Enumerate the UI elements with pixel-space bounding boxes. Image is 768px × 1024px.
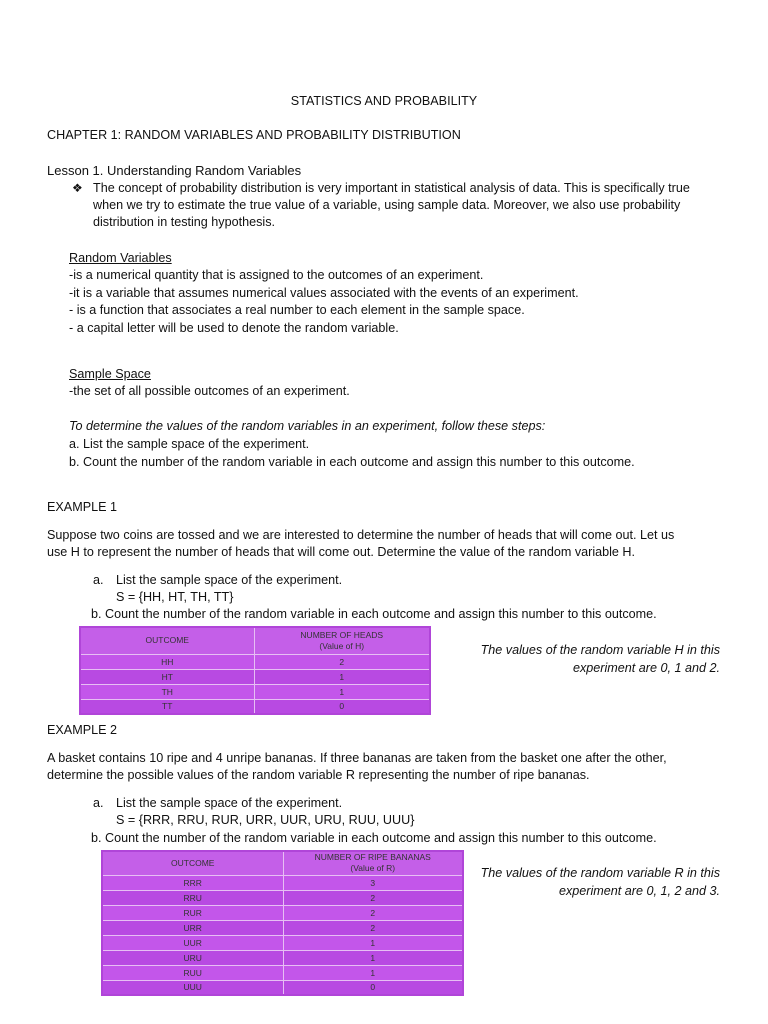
table-header-outcome: OUTCOME (80, 627, 254, 654)
outcome-cell: TH (80, 684, 254, 699)
table-row (102, 890, 463, 905)
chapter-heading: CHAPTER 1: RANDOM VARIABLES AND PROBABILITY DISTRIBUTION (47, 128, 461, 142)
table-header-value: NUMBER OF RIPE BANANAS (Value of R) (283, 851, 463, 875)
outcome-cell: TT (80, 699, 254, 714)
outcome-cell: UUU (102, 980, 283, 995)
example-2-note: experiment are 0, 1, 2 and 3. (558, 884, 720, 898)
value-cell: 3 (283, 875, 463, 890)
outcome-cell: HT (80, 669, 254, 684)
example-1-a-text: List the sample space of the experiment. (116, 573, 343, 587)
value-cell: 1 (283, 935, 463, 950)
example-2-text: determine the possible values of the random variable R representing the number of ripe bananas. (47, 768, 590, 782)
example-2-text: A basket contains 10 ripe and 4 unripe bananas. If three bananas are taken from the basket one after the other, (47, 751, 667, 765)
outcome-cell: RRR (102, 875, 283, 890)
example-1-text: Suppose two coins are tossed and we are interested to determine the number of heads that will come out. Let us (47, 528, 675, 542)
example-1-a-marker: a. (93, 573, 104, 587)
rv-definition-line: -it is a variable that assumes numerical values associated with the events of an experiment. (69, 286, 579, 300)
table-row (102, 935, 463, 950)
table-row (80, 699, 430, 714)
intro-paragraph: The concept of probability distribution is very important in statistical analysis of data. This is specifically true when we try to estimate the true value of a variable, using sample data. Moreover, we also use probability distribution in testing hypothesis. (93, 181, 690, 229)
example-2-table (101, 850, 464, 996)
sample-space-definition: -the set of all possible outcomes of an experiment. (69, 384, 350, 398)
value-cell: 2 (254, 654, 430, 669)
steps-intro: To determine the values of the random variables in an experiment, follow these steps: (69, 419, 546, 433)
value-cell: 2 (283, 890, 463, 905)
example-1-heading: EXAMPLE 1 (47, 500, 117, 514)
random-variables-heading: Random Variables (69, 251, 172, 265)
rv-definition-line: - a capital letter will be used to denote the random variable. (69, 321, 399, 335)
step-b: b. Count the number of the random variable in each outcome and assign this number to this outcome. (69, 455, 635, 469)
table-row (102, 905, 463, 920)
value-cell: 1 (283, 965, 463, 980)
table-header-outcome: OUTCOME (102, 851, 283, 875)
example-1-note: The values of the random variable H in this (480, 643, 720, 657)
table-row (102, 965, 463, 980)
outcome-cell: HH (80, 654, 254, 669)
example-2-a-marker: a. (93, 796, 104, 810)
value-cell: 1 (283, 950, 463, 965)
value-cell: 0 (254, 699, 430, 714)
example-2-sample-space: S = {RRR, RRU, RUR, URR, UUR, URU, RUU, UUU} (116, 813, 415, 827)
table-row (102, 980, 463, 995)
outcome-cell: URR (102, 920, 283, 935)
lesson-heading: Lesson 1. Understanding Random Variables (47, 163, 302, 178)
step-a: a. List the sample space of the experiment. (69, 437, 310, 451)
sample-space-heading: Sample Space (69, 367, 151, 381)
example-2-b-text: b. Count the number of the random variable in each outcome and assign this number to this outcome. (91, 831, 657, 845)
page-title: STATISTICS AND PROBABILITY (290, 94, 478, 108)
value-cell: 1 (254, 669, 430, 684)
diamond-bullet-icon: ❖ (72, 181, 83, 195)
outcome-cell: RUU (102, 965, 283, 980)
example-2-note: The values of the random variable R in this (480, 866, 720, 880)
value-cell: 0 (283, 980, 463, 995)
table-row (102, 950, 463, 965)
outcome-cell: UUR (102, 935, 283, 950)
example-1-b-text: b. Count the number of the random variable in each outcome and assign this number to this outcome. (91, 607, 657, 621)
value-cell: 2 (283, 905, 463, 920)
example-1-table (79, 626, 431, 715)
example-2-a-text: List the sample space of the experiment. (116, 796, 343, 810)
table-row (80, 684, 430, 699)
outcome-cell: RRU (102, 890, 283, 905)
example-1-text: use H to represent the number of heads that will come out. Determine the value of the random variable H. (47, 545, 636, 559)
outcome-cell: RUR (102, 905, 283, 920)
table-row (102, 875, 463, 890)
value-cell: 1 (254, 684, 430, 699)
value-cell: 2 (283, 920, 463, 935)
example-1-note: experiment are 0, 1 and 2. (572, 661, 720, 675)
rv-definition-line: - is a function that associates a real number to each element in the sample space. (69, 303, 525, 317)
rv-definition-line: -is a numerical quantity that is assigned to the outcomes of an experiment. (69, 268, 484, 282)
table-header-value: NUMBER OF HEADS (Value of H) (254, 627, 430, 654)
outcome-cell: URU (102, 950, 283, 965)
table-row (102, 920, 463, 935)
example-2-heading: EXAMPLE 2 (47, 723, 117, 737)
table-row (80, 654, 430, 669)
example-1-sample-space: S = {HH, HT, TH, TT} (116, 590, 234, 604)
table-row (80, 669, 430, 684)
